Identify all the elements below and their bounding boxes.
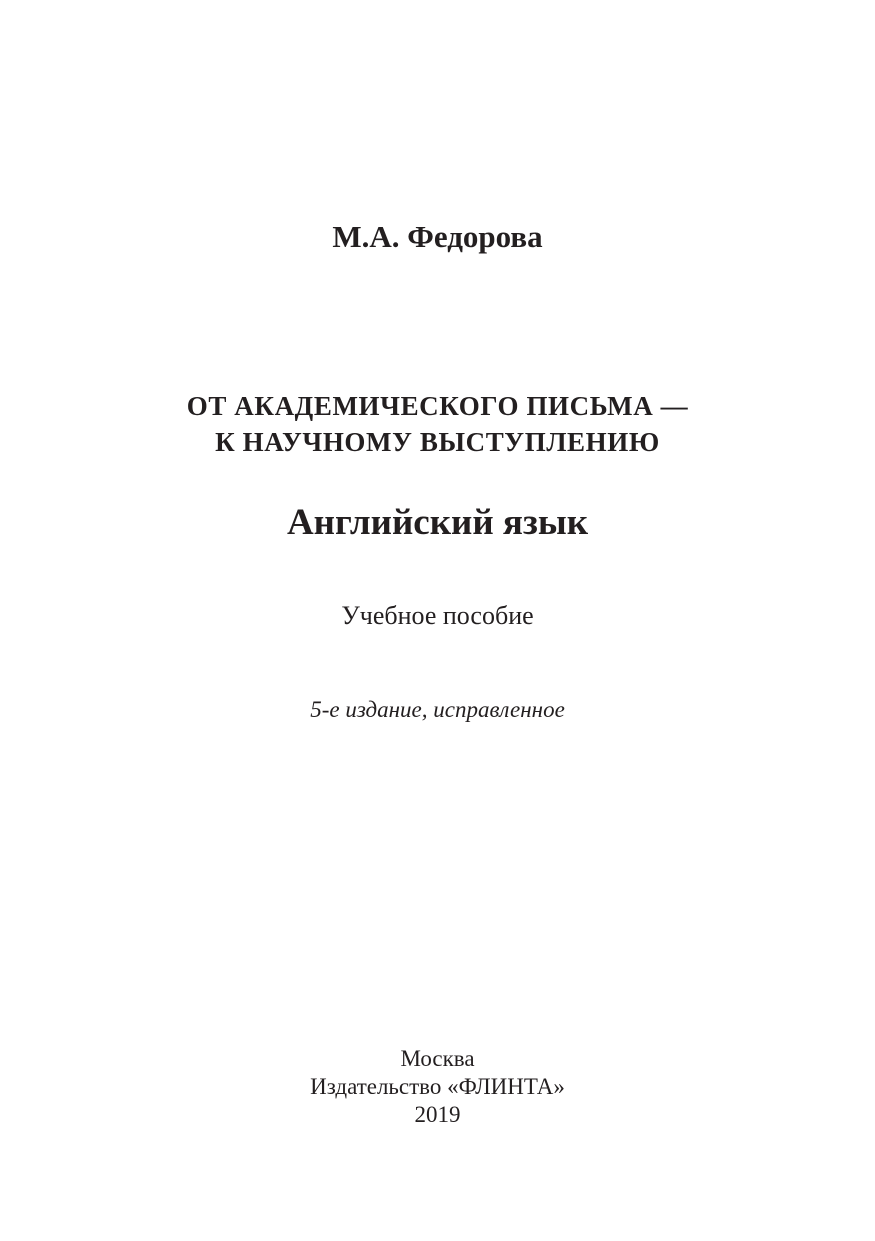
author-name: М.А. Федорова	[332, 219, 543, 254]
book-subject: Английский язык	[286, 502, 589, 543]
imprint-city: Москва	[400, 1046, 475, 1071]
book-title-line-2: К НАУЧНОМУ ВЫСТУПЛЕНИЮ	[215, 427, 660, 457]
document-type: Учебное пособие	[341, 601, 534, 630]
book-title-line-1: ОТ АКАДЕМИЧЕСКОГО ПИСЬМА —	[186, 391, 689, 421]
imprint-year: 2019	[414, 1102, 461, 1127]
imprint	[0, 1045, 875, 1129]
imprint-publisher: Издательство «ФЛИНТА»	[310, 1074, 565, 1099]
edition-note: 5-е издание, исправленное	[310, 697, 565, 722]
book-title	[0, 388, 875, 460]
